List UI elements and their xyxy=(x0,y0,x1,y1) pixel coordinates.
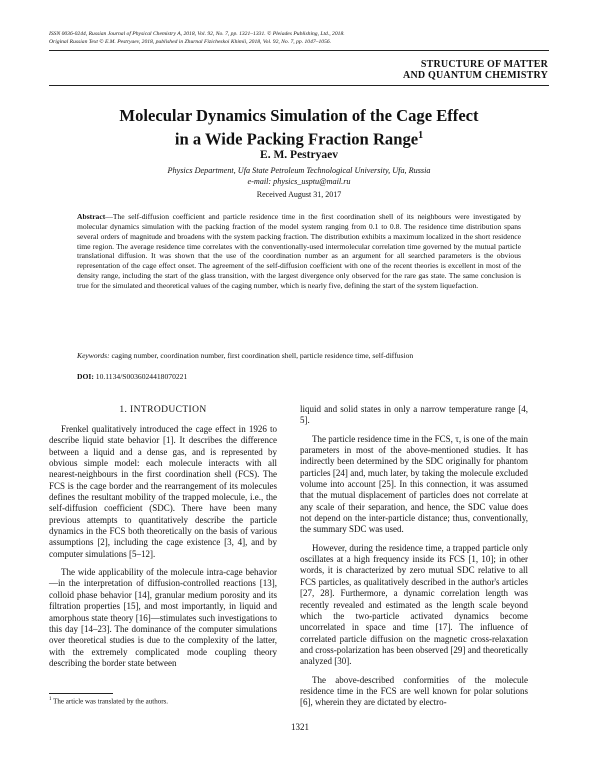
original-text-citation: Original Russian Text © E.M. Pestryaev, 2018, published in Zhurnal Fizicheskoi Khimii, 2018, Vol. 92, No. 7, pp. 1047–1056. xyxy=(49,39,332,45)
doi-label: DOI: xyxy=(77,372,94,381)
journal-citation: ISSN 0036-0244, Russian Journal of Physical Chemistry A, 2018, Vol. 92, No. 7, pp. 1321–1331. © Pleiades Publishing, Ltd., 2018. xyxy=(49,31,345,37)
title-line1: Molecular Dynamics Simulation of the Cage Effect xyxy=(119,106,479,125)
keywords-label: Keywords: xyxy=(77,351,110,360)
paper-title xyxy=(49,106,549,150)
keywords-text: caging number, coordination number, first coordination shell, particle residence time, self-diffusion xyxy=(111,351,414,360)
author-email: e-mail: physics_usptu@mail.ru xyxy=(247,176,351,186)
abstract-text: —The self-diffusion coefficient and particle residence time in the first coordination shell of its neighbours were investigated by molecular dynamics simulation with the packing fraction of the model system ranging from 0.1 to 0.8. The residence time distribution spans several orders of magnitude and broadens with the system packing fraction. The distribution exhibits a maximum localized in the short residence time region. The average residence time correlates with the conventionally-used intermolecular correlation time governed by the mutual particle translational diffusion. It was shown that the use of the coordination number as an argument for all searched parameters is the obvious representation of the cage effect onset. The agreement of the self-diffusion coefficient with one of the recent theories is excellent in most of the density range, including the start of the glass transition, with the largest divergence only observed for the rare gas state. The same conclusion is true for the simulated and theoretical values of the caging number, which is nearly five, defining the start of the system liquefaction. xyxy=(77,212,521,290)
doi-value: 10.1134/S0036024418070221 xyxy=(95,372,188,381)
section-rule xyxy=(49,85,549,86)
affiliation: Physics Department, Ufa State Petroleum Technological University, Ufa, Russia xyxy=(167,166,431,175)
right-paragraph-3: However, during the residence time, a trapped particle only oscillates at a high frequency inside its FCS [1, 10]; in other words, it is characterized by zero mutual SDC relative to all FCS particles, as qualitatively described in the author's articles [27, 28]. Furthermore, a dynamic correlation length was recently revealed and estimated as the length scale beyond which the two-particle activated dynamics become uncorrelated in space and time [17]. The influence of correlated particle diffusion on the magnetic cross-relaxation and cross-polarization has been observed [29] and theoretically analyzed [30]. xyxy=(300,542,528,667)
introduction-heading: 1. INTRODUCTION xyxy=(119,405,207,415)
section-heading xyxy=(403,59,548,81)
footnote-mark: 1 xyxy=(49,697,52,702)
footnote xyxy=(49,697,168,705)
affiliation-block xyxy=(49,166,549,187)
page-number: 1321 xyxy=(291,722,309,732)
abstract xyxy=(77,212,521,291)
section-heading-line1: STRUCTURE OF MATTER xyxy=(420,59,548,70)
keywords xyxy=(77,351,521,361)
footnote-text: The article was translated by the authors. xyxy=(53,697,168,706)
header-rule xyxy=(49,50,549,51)
abstract-label: Abstract xyxy=(77,212,106,221)
section-heading-line2: AND QUANTUM CHEMISTRY xyxy=(403,70,548,81)
title-line2: in a Wide Packing Fraction Range xyxy=(174,129,419,149)
left-paragraph-2: The wide applicability of the molecule intra-cage behavior—in the interpretation of diffusion-controlled reactions [13], colloid phase behavior [14], granular medium porosity and its filtration properties [15], and most importantly, in liquid and amorphous state theory [16]—stimulates such investigations to this day [14–23]. The dominance of the computer simulations over theoretical studies is due to the complexity of the latter, with the extremely complicated mode coupling theory describing the border state between xyxy=(49,567,277,668)
journal-header xyxy=(49,30,549,46)
left-paragraph-1: Frenkel qualitatively introduced the cage effect in 1926 to describe liquid state behavior [1]. It describes the difference between a liquid and a dense gas, and is represented by obvious simple model: each molecule interacts with all nearest-neighbours in the first coordination shell (FCS). The FCS is the cage border and the rearrangement of its molecules defines the resultant mobility of the trapped molecule, i.e., the self-diffusion coefficient (SDC). There have been many previous attempts to quantitatively describe the particle dynamics in the FCS both theoretically on the basis of various assumptions [2], including the cage existence [3, 4], and by computer simulations [5–12]. xyxy=(49,424,277,559)
right-paragraph-1: liquid and solid states in only a narrow temperature range [4, 5]. xyxy=(300,404,528,426)
right-column xyxy=(300,404,528,709)
received-date: Received August 31, 2017 xyxy=(256,190,342,199)
footnote-rule xyxy=(49,693,113,694)
author-name: E. M. Pestryaev xyxy=(260,149,338,161)
left-column xyxy=(49,424,277,669)
right-paragraph-2: The particle residence time in the FCS, τ, is one of the main parameters in most of the above-mentioned studies. It has indirectly been determined by the SDC originally for phantom particles [24] and, much later, by taking the molecule excluded volume into account [25]. In this connection, it was assumed that the mutual displacement of particles does not correlate at any scale of their separation, and hence, the SDC value does not depend on the inter-particle distance; thus, conventionally, the summary SDC was used. xyxy=(300,433,528,535)
title-footnote-mark: 1 xyxy=(418,130,424,141)
doi xyxy=(77,372,187,381)
right-paragraph-4: The above-described conformities of the molecule residence time in the FCS are well known for polar solutions [6], wherein they are dictated by electro- xyxy=(300,674,528,708)
